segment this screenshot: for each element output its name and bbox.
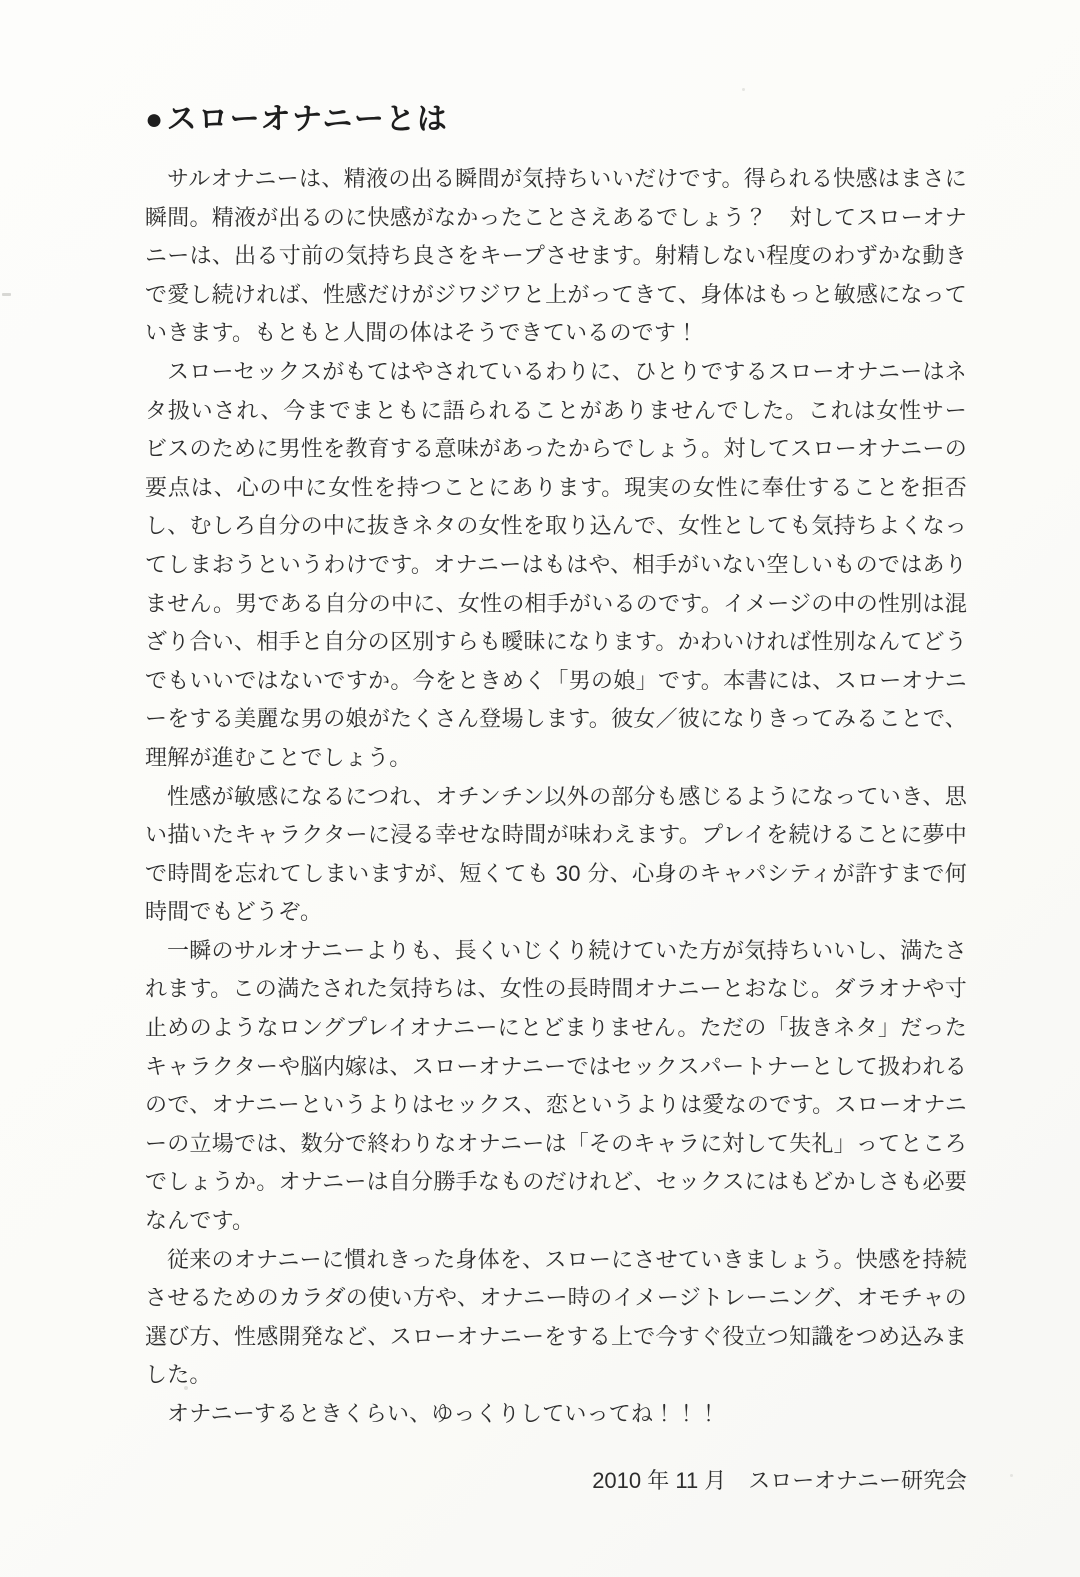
- body-paragraph: スローセックスがもてはやされているわりに、ひとりでするスローオナニーはネタ扱いされ、今までまともに語られることがありませんでした。これは女性サービスのために男性を教育する意味があったからでしょう。対してスローオナニーの要点は、心の中に女性を持つことにあります。現実の女性に奉仕することを拒否し、むしろ自分の中に抜きネタの女性を取り込んで、女性としても気持ちよくなってしまおうというわけです。オナニーはもはや、相手がいない空しいものではありません。男である自分の中に、女性の相手がいるのです。イメージの中の性別は混ざり合い、相手と自分の区別すらも曖昧になります。かわいければ性別なんてどうでもいいではないですか。今をときめく「男の娘」です。本書には、スローオナニーをする美麗な男の娘がたくさん登場します。彼女／彼になりきってみることで、理解が進むことでしょう。: [145, 358, 967, 770]
- scan-speck: [2, 293, 11, 296]
- body-paragraph: オナニーするときくらい、ゆっくりしていってね！！！: [167, 1401, 720, 1426]
- section-title: スローオナニーとは: [166, 103, 449, 136]
- scan-speck: [1010, 1474, 1013, 1477]
- body-paragraph: 性感が敏感になるにつれ、オチンチン以外の部分も感じるようになっていき、思い描いたキャラクターに浸る幸せな時間が味わえます。プレイを続けることに夢中で時間を忘れてしまいますが、短くても 30 分、心身のキャパシティが許すまで何時間でもどうぞ。: [145, 783, 967, 925]
- colophon: 2010 年 11 月 スローオナニー研究会: [592, 1467, 967, 1493]
- section-heading: [145, 100, 967, 140]
- body-paragraph: 一瞬のサルオナニーよりも、長くいじくり続けていた方が気持ちいいし、満たされます。この満たされた気持ちは、女性の長時間オナニーとおなじ。ダラオナや寸止めのようなロングプレイオナニーにとどまりません。ただの「抜きネタ」だったキャラクターや脳内嫁は、スローオナニーではセックスパートナーとして扱われるので、オナニーというよりはセックス、恋というよりは愛なのです。スローオナニーの立場では、数分で終わりなオナニーは「そのキャラに対して失礼」ってところでしょうか。オナニーは自分勝手なものだけれど、セックスにはもどかしさも必要なんです。: [145, 937, 967, 1234]
- scan-speck: [742, 88, 745, 91]
- body-paragraph: サルオナニーは、精液の出る瞬間が気持ちいいだけです。得られる快感はまさに瞬間。精液が出るのに快感がなかったことさえあるでしょう？ 対してスローオナニーは、出る寸前の気持ち良さをキープさせます。射精しない程度のわずかな動きで愛し続ければ、性感だけがジワジワと上がってきて、身体はもっと敏感になっていきます。もともと人間の体はそうできているのです！: [145, 166, 967, 346]
- body-paragraph: 従来のオナニーに慣れきった身体を、スローにさせていきましょう。快感を持続させるためのカラダの使い方や、オナニー時のイメージトレーニング、オモチャの選び方、性感開発など、スローオナニーをする上で今すぐ役立つ知識をつめ込みました。: [145, 1246, 967, 1388]
- document-content: [145, 100, 967, 1500]
- bullet-icon: ●: [145, 103, 165, 136]
- scan-speck: [184, 1386, 188, 1390]
